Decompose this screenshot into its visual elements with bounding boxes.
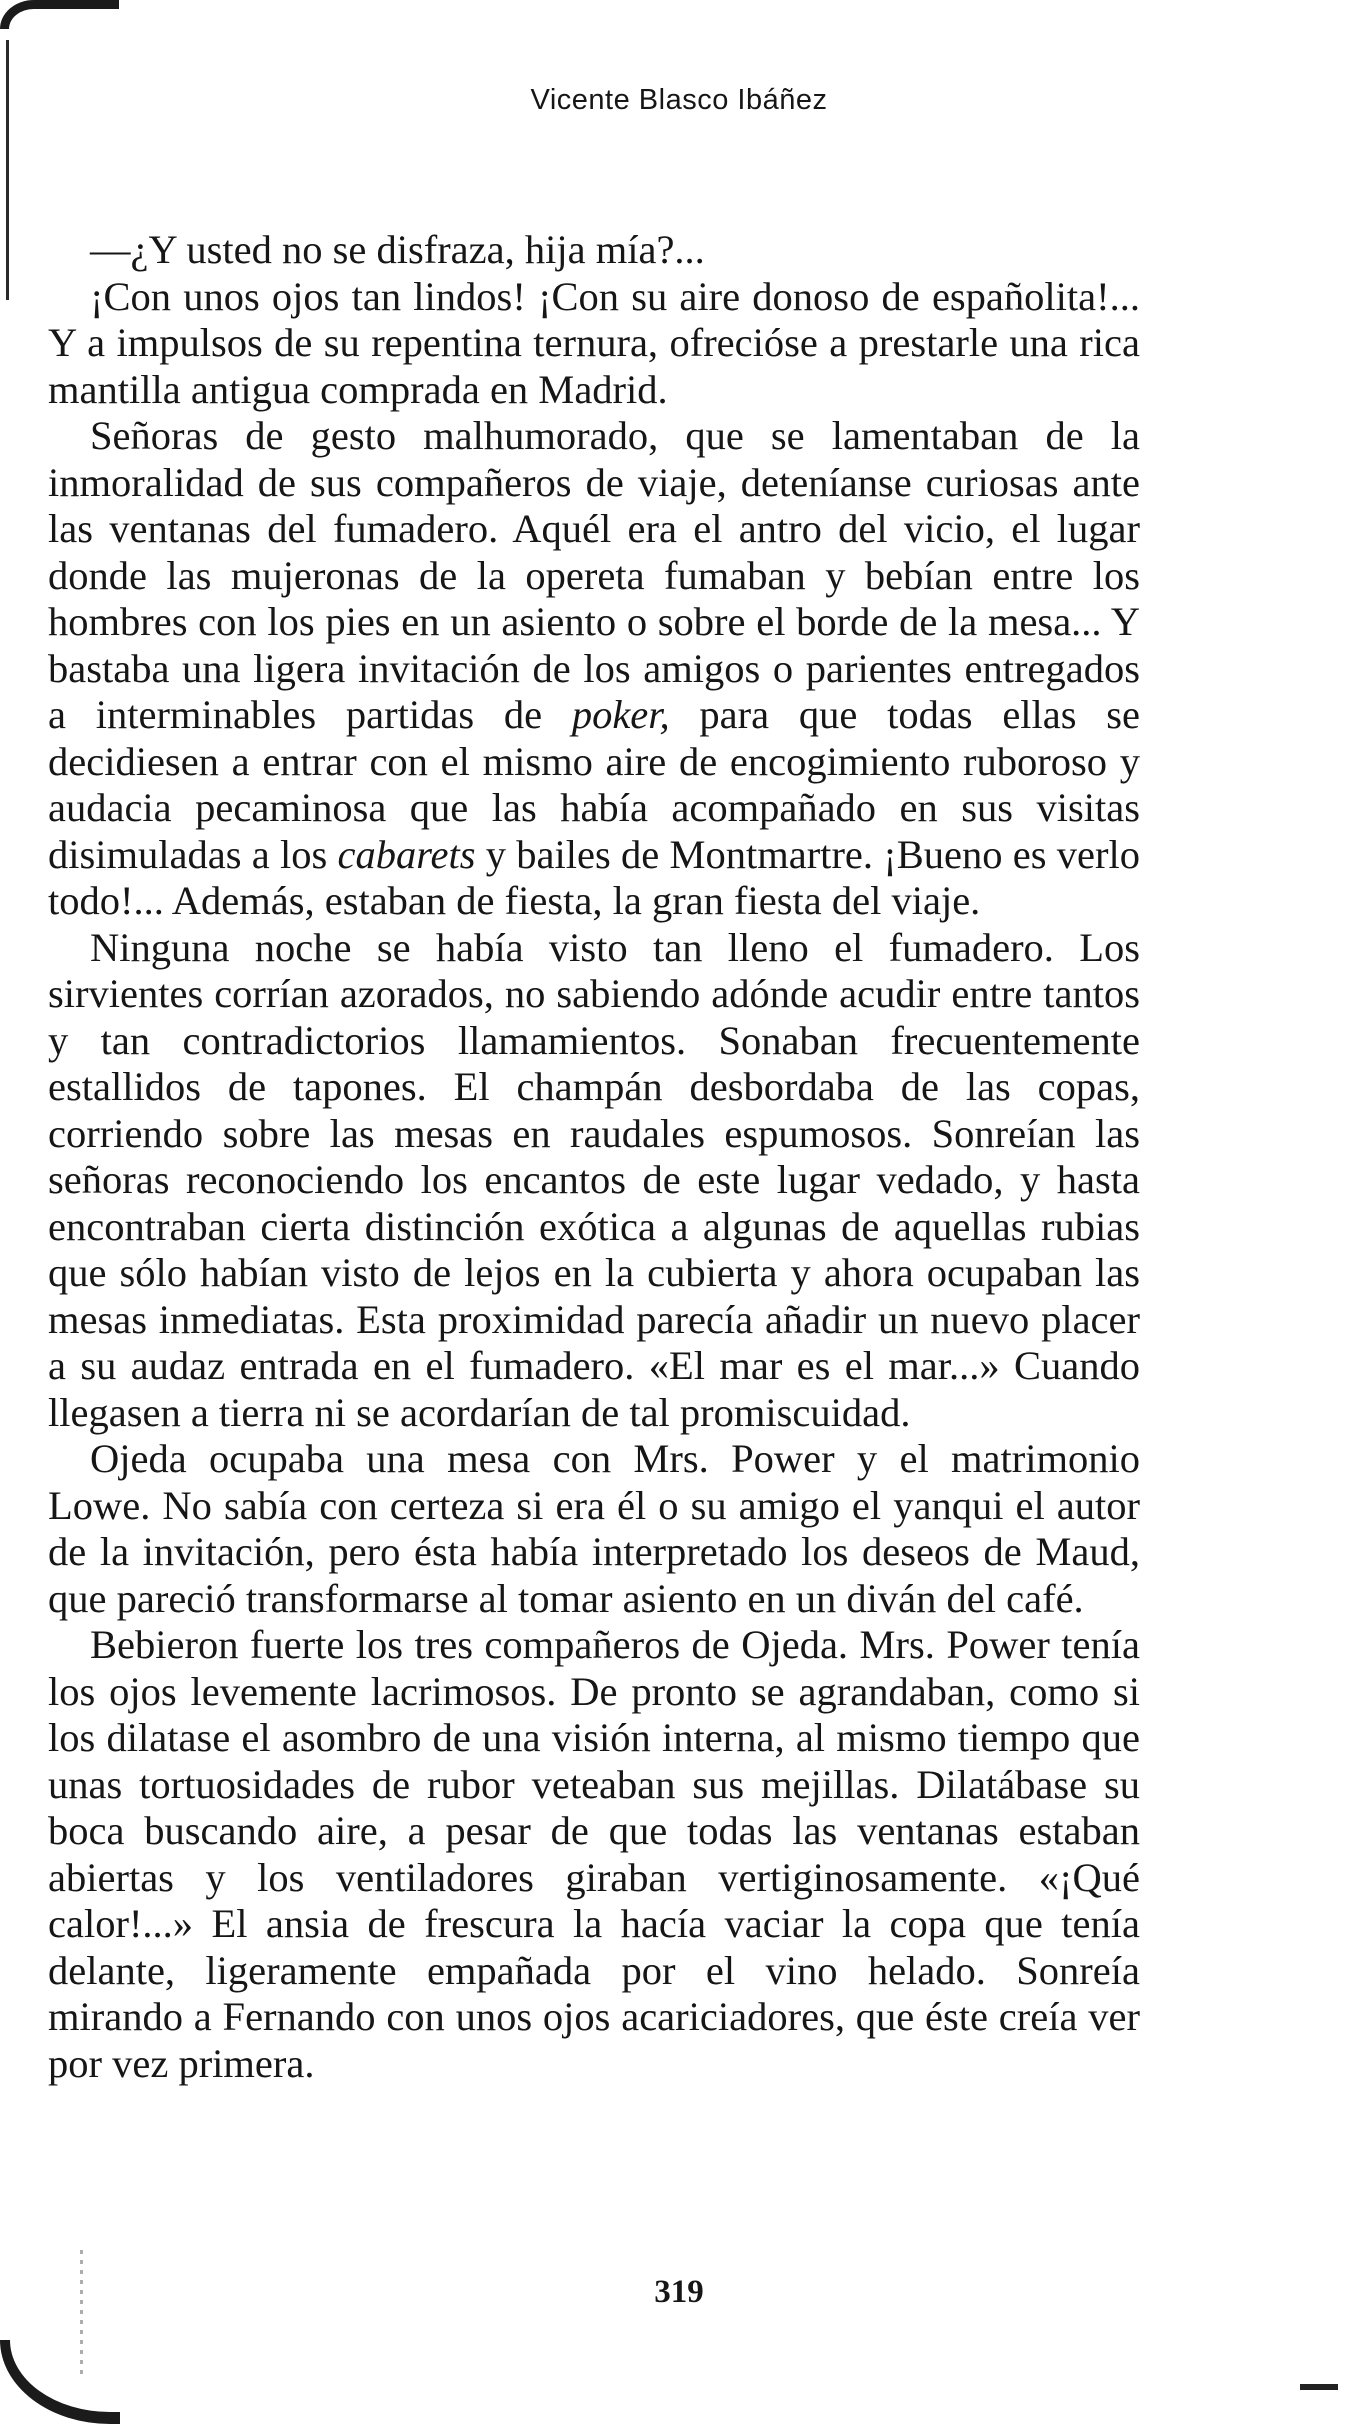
scan-edge-mark xyxy=(6,40,9,300)
paragraph-5: Ojeda ocupaba una mesa con Mrs. Power y el matrimonio Lowe. No sabía con certeza si era él o su amigo el yanqui el autor de la invitación, pero ésta había interpretado los deseos de Maud, que pareció transformarse al tomar asiento en un diván del café. xyxy=(48,1436,1140,1621)
paragraph-2: ¡Con unos ojos tan lindos! ¡Con su aire donoso de españolita!... Y a impulsos de su repentina ternura, ofrecióse a prestarle una rica mantilla antigua comprada en Madrid. xyxy=(48,273,1140,412)
paragraph-1: —¿Y usted no se disfraza, hija mía?... xyxy=(90,227,705,272)
paragraph-3-part-c: y bailes de Montmartre. ¡Bueno es verlo todo!... Además, estaban de fiesta, la gran fiesta del viaje. xyxy=(48,831,1140,923)
paragraph-3-italic-poker: poker, xyxy=(571,692,670,737)
page-number: 319 xyxy=(654,2274,704,2310)
paragraph-3-part-b: para que todas ellas se decidiesen a entrar con el mismo aire de encogimiento ruboroso y audacia pecaminosa que las había acompañado en sus visitas disimuladas a los xyxy=(48,692,1141,877)
paragraph-4: Ninguna noche se había visto tan lleno el fumadero. Los sirvientes corrían azorados, no sabiendo adónde acudir entre tantos y tan contradictorios llamamientos. Sonaban frecuentemente estallidos de tapones. El champán desbordaba de las copas, corriendo sobre las mesas en raudales espumosos. Sonreían las señoras reconociendo los encantos de este lugar vedado, y hasta encontraban cierta distinción exótica a algunas de aquellas rubias que sólo habían visto de lejos en la cubierta y ahora ocupaban las mesas inmediatas. Esta proximidad parecía añadir un nuevo placer a su audaz entrada en el fumadero. «El mar es el mar...» Cuando llegasen a tierra ni se acordarían de tal promiscuidad. xyxy=(48,924,1140,1435)
paragraph-3-part-a: Señoras de gesto malhumorado, que se lamentaban de la inmoralidad de sus compañeros de viaje, deteníanse curiosas ante las ventanas del fumadero. Aquél era el antro del vicio, el lugar donde las mujeronas de la opereta fumaban y bebían entre los hombres con los pies en un asiento o sobre el borde de la mesa... Y bastaba una ligera invitación de los amigos o parientes entregados a interminables partidas de xyxy=(48,413,1140,737)
scan-dash-mark xyxy=(1300,2384,1338,2390)
paragraph-6: Bebieron fuerte los tres compañeros de Ojeda. Mrs. Power tenía los ojos levemente lacrimosos. De pronto se agrandaban, como si los dilatase el asombro de una visión interna, al mismo tiempo que unas tortuosidades de rubor veteaban sus mejillas. Dilatábase su boca buscando aire, a pesar de que todas las ventanas estaban abiertas y los ventiladores giraban vertiginosamente. «¡Qué calor!...» El ansia de frescura la hacía vaciar la copa que tenía delante, ligeramente empañada por el vino helado. Sonreía mirando a Fernando con unos ojos acariciadores, que éste creía ver por vez primera. xyxy=(48,1622,1140,2086)
scan-corner-mark-bottom xyxy=(0,2340,120,2424)
page-body xyxy=(48,227,1140,2087)
running-head: Vicente Blasco Ibáñez xyxy=(530,84,828,116)
paragraph-3 xyxy=(48,413,1140,925)
paragraph-3-italic-cabarets: cabarets xyxy=(337,831,476,877)
scan-corner-mark-top xyxy=(0,0,119,29)
